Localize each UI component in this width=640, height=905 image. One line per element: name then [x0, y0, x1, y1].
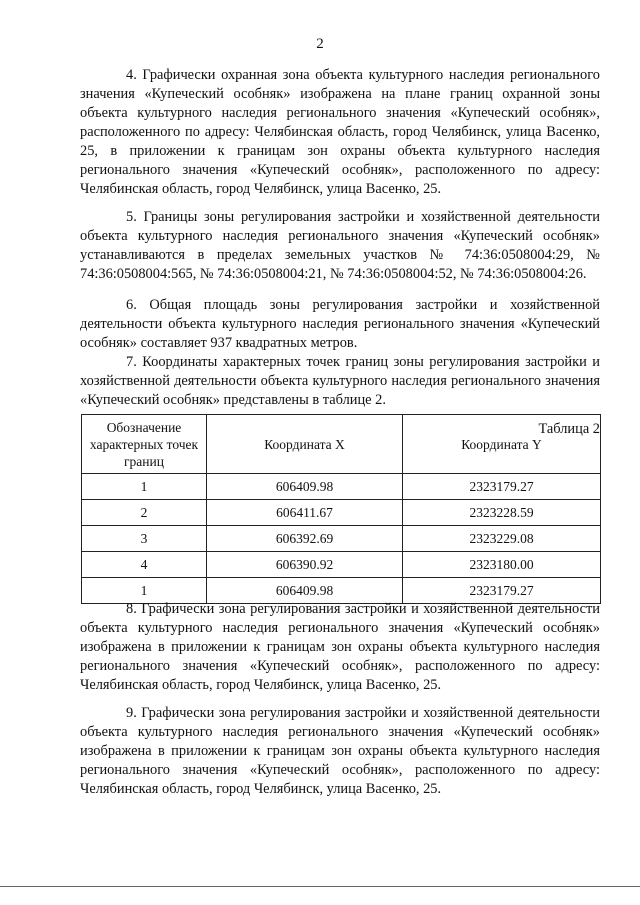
table-header-row: [82, 415, 601, 474]
point-cell: 1: [82, 474, 207, 500]
page-bottom-rule: [0, 886, 640, 887]
paragraph-9: 9. Графически зона регулирования застройки и хозяйственной деятельности объекта культурного наследия регионального значения «Купеческий особняк» изображена в приложении к границам зон охраны объекта культурного наследия регионального значения «Купеческий особняк», расположенного по адресу: Челябинская область, город Челябинск, улица Васенко, 25.: [80, 705, 600, 797]
y-cell: 2323229.08: [403, 526, 601, 552]
paragraph-6: 6. Общая площадь зоны регулирования застройки и хозяйственной деятельности объекта культурного наследия регионального значения «Купеческий особняк» составляет 937 квадратных метров.: [80, 297, 600, 351]
point-cell: 4: [82, 552, 207, 578]
coordinates-table: [81, 414, 601, 604]
paragraph-5: 5. Границы зоны регулирования застройки и хозяйственной деятельности объекта культурного наследия регионального значения «Купеческий особняк» устанавливаются в пределах земельных участков № 74:36:0508004:29, № 74:36:0508004:565, № 74:36:0508004:21, № 74:36:0508004:52, № 74:36:0508004:26.: [80, 209, 600, 282]
point-cell: 2: [82, 500, 207, 526]
page-number: 2: [316, 36, 324, 52]
paragraph-8: 8. Графически зона регулирования застройки и хозяйственной деятельности объекта культурного наследия регионального значения «Купеческий особняк» изображена в приложении к границам зон охраны объекта культурного наследия регионального значения «Купеческий особняк», расположенного по адресу: Челябинская область, город Челябинск, улица Васенко, 25.: [80, 601, 600, 693]
y-cell: 2323179.27: [403, 578, 601, 604]
y-cell: 2323179.27: [403, 474, 601, 500]
table-row: [82, 526, 601, 552]
point-cell: 3: [82, 526, 207, 552]
point-cell: 1: [82, 578, 207, 604]
x-cell: 606390.92: [207, 552, 403, 578]
table-row: [82, 500, 601, 526]
paragraph-4: 4. Графически охранная зона объекта культурного наследия регионального значения «Купеческий особняк» изображена на плане границ охранной зоны объекта культурного наследия регионального значения «Купеческий особняк», расположенного по адресу: Челябинская область, город Челябинск, улица Васенко, 25, в приложении к границам зон охраны объекта культурного наследия регионального значения «Купеческий особняк», расположенного по адресу: Челябинская область, город Челябинск, улица Васенко, 25.: [80, 67, 600, 197]
x-cell: 606392.69: [207, 526, 403, 552]
y-cell: 2323228.59: [403, 500, 601, 526]
header-point-designation: Обозначение характерных точек границ: [82, 415, 207, 474]
table-row: [82, 552, 601, 578]
header-coordinate-x: Координата X: [207, 415, 403, 474]
table-row: [82, 474, 601, 500]
paragraph-7: 7. Координаты характерных точек границ зоны регулирования застройки и хозяйственной деятельности объекта культурного наследия регионального значения «Купеческий особняк» представлены в таблице 2.: [80, 354, 600, 408]
header-coordinate-y: Координата Y: [403, 415, 601, 474]
x-cell: 606409.98: [207, 474, 403, 500]
table-caption: Таблица 2: [538, 421, 600, 437]
x-cell: 606409.98: [207, 578, 403, 604]
x-cell: 606411.67: [207, 500, 403, 526]
y-cell: 2323180.00: [403, 552, 601, 578]
